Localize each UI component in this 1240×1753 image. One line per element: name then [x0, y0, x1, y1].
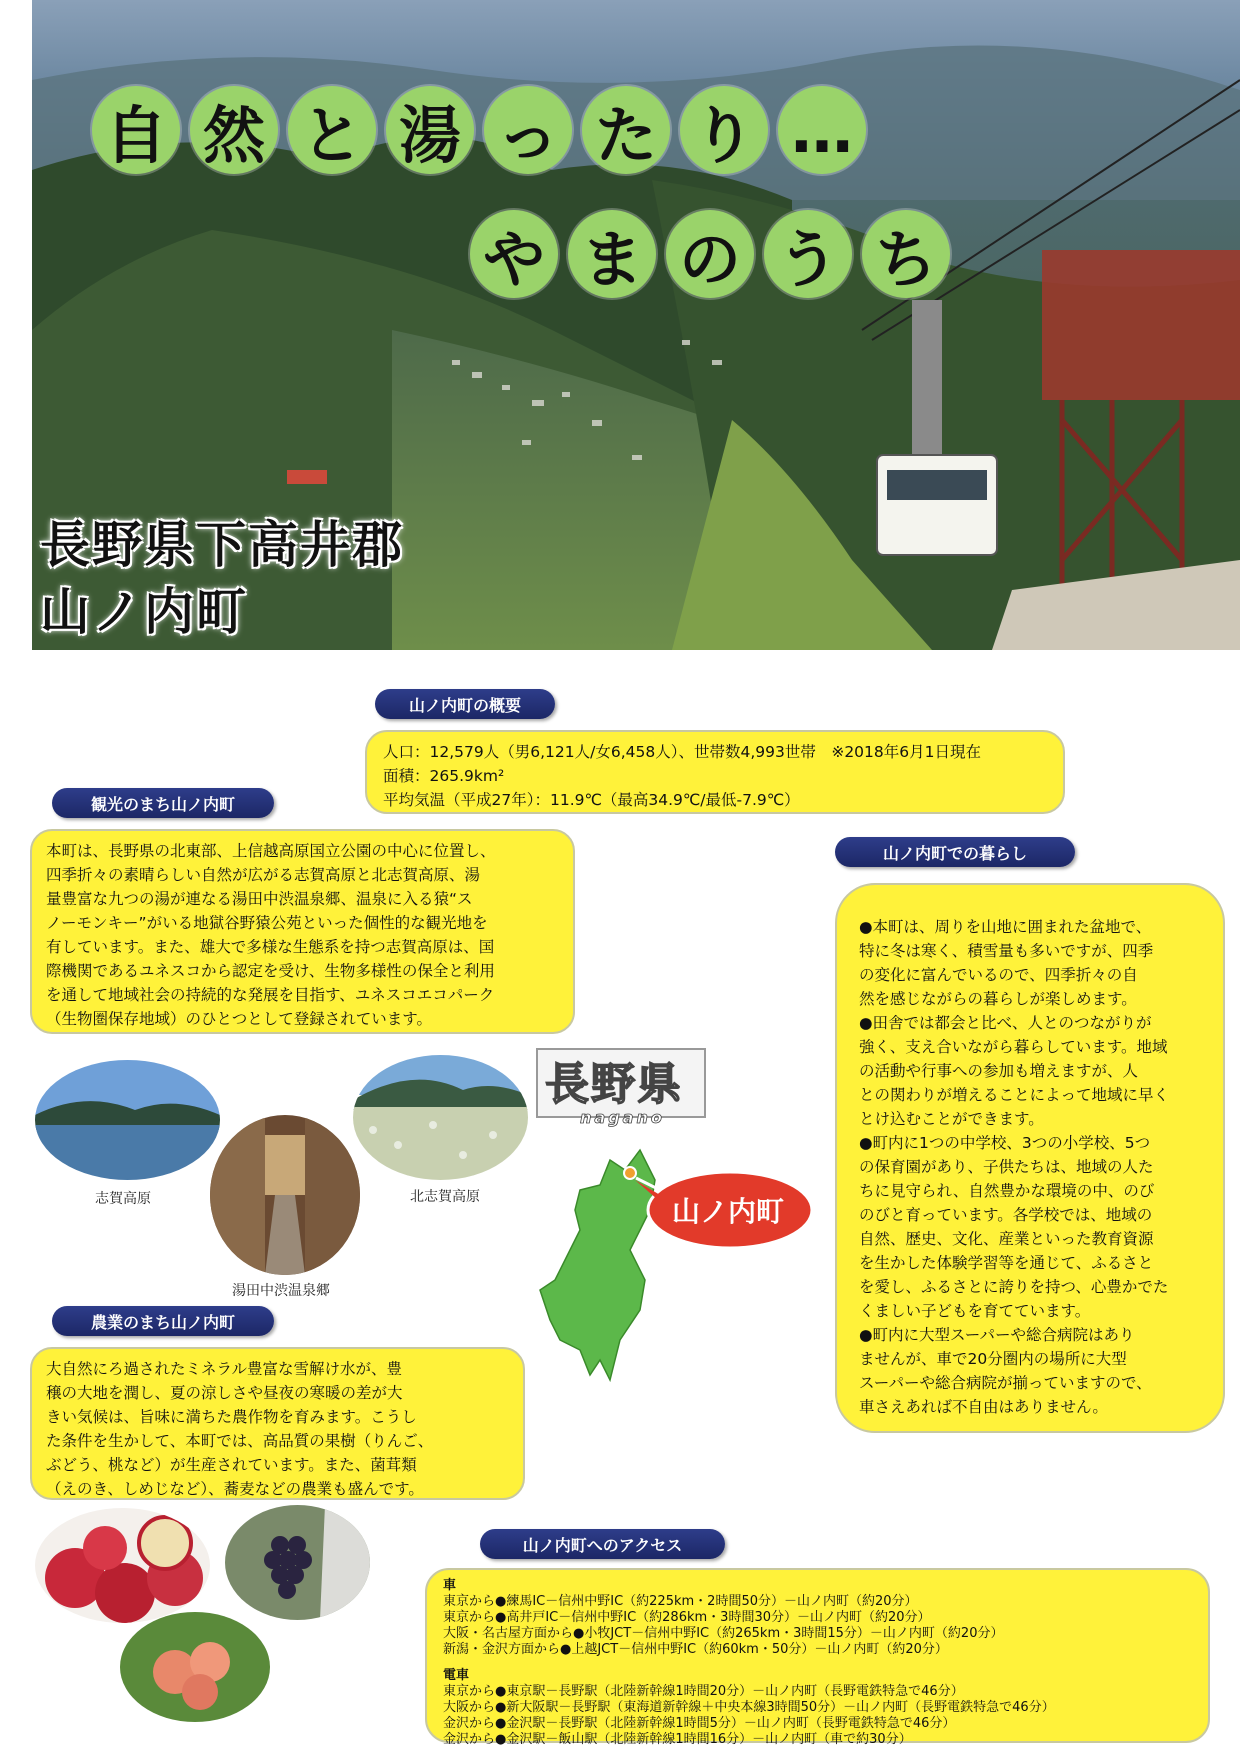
living-line: の保育園があり、子供たちは、地域の人た	[859, 1158, 1154, 1176]
access-heading: 山ノ内町へのアクセス	[480, 1529, 725, 1559]
kitashiga-caption: 北志賀高原	[410, 1189, 480, 1205]
tourism-line: 量豊富な九つの湯が連なる湯田中渋温泉郷、温泉に入る猿“ス	[46, 890, 473, 908]
shiga-caption: 志賀高原	[95, 1191, 151, 1207]
location-line2: 山ノ内町	[40, 583, 248, 641]
prefecture-map	[530, 1140, 830, 1390]
agriculture-line: た条件を生かして、本町では、高品質の果樹（りんご、	[46, 1432, 434, 1450]
title-char: 然	[190, 86, 278, 174]
living-line: スーパーや総合病院が揃っていますので、	[859, 1374, 1152, 1392]
living-heading: 山ノ内町での暮らし	[835, 837, 1075, 867]
living-box	[835, 883, 1225, 1433]
living-line: を生かした体験学習等を通じて、ふるさと	[859, 1254, 1154, 1272]
tourism-line: （生物圏保存地域）のひとつとして登録されています。	[46, 1010, 432, 1028]
living-line: ●町内に1つの中学校、3つの小学校、5つ	[859, 1134, 1151, 1152]
living-line: 強く、支え合いながら暮らしています。地域	[859, 1038, 1168, 1056]
title-char: ま	[568, 210, 656, 298]
shiga-photo	[35, 1060, 220, 1180]
agriculture-box	[30, 1347, 525, 1500]
temperature-text: 平均気温（平成27年）：11.9℃（最高34.9℃/最低-7.9℃）	[383, 791, 800, 809]
yudanaka-photo	[210, 1115, 360, 1275]
title-char: …	[778, 86, 866, 174]
living-line: を愛し、ふるさとに誇りを持つ、心豊かでた	[859, 1278, 1169, 1296]
train-route: 大阪から●新大阪駅－長野駅（東海道新幹線＋中央本線3時間50分）－山ノ内町（長野電鉄特急で46分）	[443, 1700, 1055, 1715]
prefecture-shape	[540, 1150, 655, 1380]
town-marker	[624, 1167, 636, 1179]
agriculture-heading: 農業のまち山ノ内町	[52, 1306, 274, 1336]
title-char: 湯	[386, 86, 474, 174]
title-char: っ	[484, 86, 572, 174]
living-line: 車さえあれば不自由はありません。	[859, 1398, 1108, 1416]
title-char: う	[764, 210, 852, 298]
living-line: くましい子どもを育てています。	[859, 1302, 1091, 1320]
area-text: 面積：265.9km²	[383, 767, 505, 785]
train-route: 東京から●東京駅－長野駅（北陸新幹線1時間20分）－山ノ内町（長野電鉄特急で46分）	[443, 1684, 964, 1699]
location-line1: 長野県下高井郡	[40, 516, 404, 574]
town-label: 山ノ内町	[672, 1195, 785, 1228]
kitashiga-photo	[353, 1055, 528, 1180]
tourism-heading: 観光のまち山ノ内町	[52, 788, 274, 818]
living-line: ●田舎では都会と比べ、人とのつながりが	[859, 1014, 1152, 1032]
train-route: 金沢から●金沢駅－飯山駅（北陸新幹線1時間16分）－山ノ内町（車で約30分）	[443, 1732, 912, 1747]
peach-photo	[120, 1612, 270, 1722]
living-line: 特に冬は寒く、積雪量も多いですが、四季	[859, 942, 1154, 960]
agriculture-line: きい気候は、旨味に満ちた農作物を育みます。こうし	[46, 1408, 417, 1426]
tourism-box	[30, 829, 575, 1034]
apple-photo	[35, 1508, 210, 1623]
title-char: ち	[862, 210, 950, 298]
car-route: 東京から●練馬IC－信州中野IC（約225km・2時間50分）－山ノ内町（約20分）	[443, 1594, 918, 1609]
yudanaka-caption: 湯田中渋温泉郷	[232, 1283, 330, 1299]
living-line: の活動や行事への参加も増えますが、人	[859, 1062, 1139, 1080]
title-char: た	[582, 86, 670, 174]
agriculture-line: 大自然にろ過されたミネラル豊富な雪解け水が、豊	[46, 1360, 403, 1378]
train-route: 金沢から●金沢駅－長野駅（北陸新幹線1時間5分）－山ノ内町（長野電鉄特急で46分）	[443, 1716, 956, 1731]
title-char: や	[470, 210, 558, 298]
living-line: ●町内に大型スーパーや総合病院はあり	[859, 1326, 1135, 1344]
car-route: 大阪・名古屋方面から●小牧JCT－信州中野IC（約265km・3時間15分）－山ノ内町（約20分）	[443, 1626, 1004, 1641]
grape-photo	[225, 1505, 370, 1620]
title-char: の	[666, 210, 754, 298]
living-line: 然を感じながらの暮らしが楽しめます。	[859, 990, 1137, 1008]
car-route: 東京から●高井戸IC－信州中野IC（約286km・3時間30分）－山ノ内町（約20分）	[443, 1610, 931, 1625]
tourism-line: を通して地域社会の持続的な発展を目指す、ユネスコエコパーク	[46, 986, 495, 1004]
title-char: り	[680, 86, 768, 174]
living-line: とけ込むことができます。	[859, 1110, 1044, 1128]
tourism-line: 際機関であるユネスコから認定を受け、生物多様性の保全と利用	[46, 962, 495, 980]
agriculture-line: 穣の大地を潤し、夏の涼しさや昼夜の寒暖の差が大	[46, 1384, 403, 1402]
title-char: 自	[92, 86, 180, 174]
title-char: と	[288, 86, 376, 174]
tourism-line: 本町は、長野県の北東部、上信越高原国立公園の中心に位置し、	[46, 842, 496, 860]
overview-heading: 山ノ内町の概要	[375, 689, 555, 719]
access-box	[425, 1568, 1210, 1747]
train-heading: 電車	[443, 1668, 470, 1683]
agriculture-line: ぶどう、桃など）が生産されています。また、菌茸類	[46, 1456, 417, 1474]
living-line: ちに見守られ、自然豊かな環境の中、のび	[859, 1182, 1155, 1200]
prefecture-kanji: 長野県	[545, 1059, 683, 1110]
car-heading: 車	[443, 1578, 457, 1593]
overview-box	[365, 730, 1065, 814]
tourism-line: 四季折々の素晴らしい自然が広がる志賀高原と北志賀高原、湯	[46, 866, 481, 884]
population-text: 人口：12,579人（男6,121人/女6,458人）、世帯数4,993世帯 ※2018年6月1日現在	[383, 743, 981, 761]
living-line: 自然、歴史、文化、産業といった教育資源	[859, 1230, 1154, 1248]
living-line: ●本町は、周りを山地に囲まれた盆地で、	[859, 918, 1152, 936]
tourism-line: 有しています。また、雄大で多様な生態系を持つ志賀高原は、国	[46, 938, 495, 956]
living-line: の変化に富んでいるので、四季折々の自	[859, 966, 1138, 984]
living-line: との関わりが増えることによって地域に早く	[859, 1086, 1170, 1104]
tourism-line: ノーモンキー”がいる地獄谷野猿公苑といった個性的な観光地を	[46, 914, 488, 932]
prefecture-romaji: nagano	[580, 1108, 665, 1127]
car-route: 新潟・金沢方面から●上越JCT－信州中野IC（約60km・50分）－山ノ内町（約20分）	[443, 1642, 948, 1657]
agriculture-line: （えのき、しめじなど）、蕎麦などの農業も盛んです。	[46, 1480, 424, 1498]
living-line: のびと育っています。各学校では、地域の	[859, 1206, 1153, 1224]
living-line: ませんが、車で20分圏内の場所に大型	[859, 1350, 1127, 1368]
